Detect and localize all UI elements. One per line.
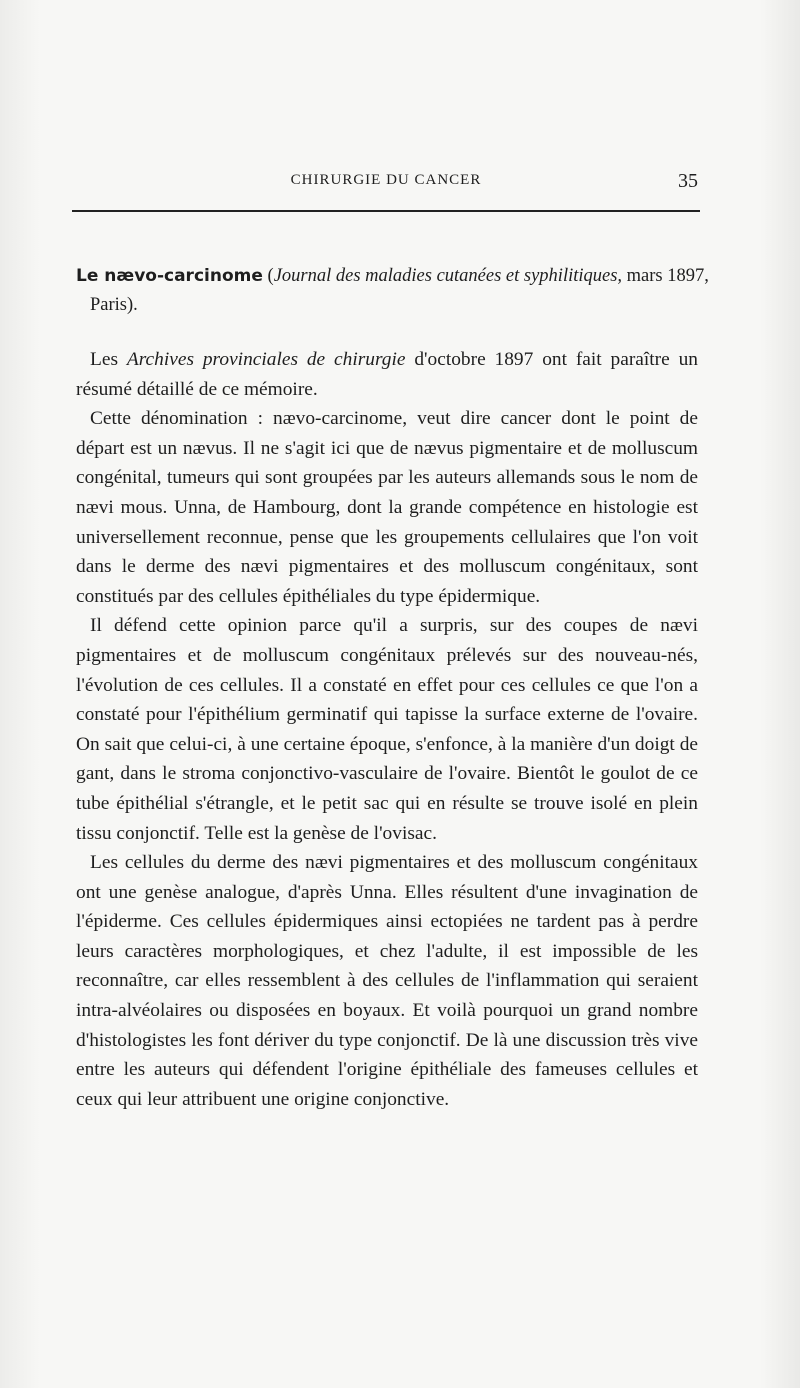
body-text [76, 345, 698, 1114]
header-rule [72, 210, 700, 212]
reference-title: Le nævo-carcinome [76, 266, 263, 286]
running-title: CHIRURGIE DU CANCER [290, 172, 482, 188]
page-number: 35 [678, 170, 698, 192]
reference-paren-open: ( [267, 266, 274, 286]
paragraph-3: Il défend cette opinion parce qu'il a surpris, sur des coupes de nævi pigmentaires et de molluscum congénitaux prélevés sur des nouveau-nés, l'évolution de ces cellules. Il a constaté en effet pour ces cellules ce que l'on a constaté pour l'épithélium germinatif qui tapisse la surface externe de l'ovaire. On sait que celui-ci, à une certaine époque, s'enfonce, à la manière d'un doigt de gant, dans le stroma conjonctivo-vasculaire de l'ovaire. Bientôt le goulot de ce tube épithélial s'étrangle, et le petit sac qui en résulte se trouve isolé en plein tissu conjonctif. Telle est la genèse de l'ovisac. [76, 615, 698, 844]
paragraph-2: Cette dénomination : nævo-carcinome, veut dire cancer dont le point de départ est un nævus. Il ne s'agit ici que de nævus pigmentaire et de molluscum congénital, tumeurs qui sont groupées par les auteurs allemands sous le nom de nævi mous. Unna, de Hambourg, dont la grande compétence en histologie est universellement reconnue, pense que les groupements cellulaires que l'on voit dans le derme des nævi pigmentaires et des molluscum congénitaux, sont constitués par des cellules épithéliales du type épidermique. [76, 408, 698, 607]
paragraph-4: Les cellules du derme des nævi pigmentaires et des molluscum congénitaux ont une genèse analogue, d'après Unna. Elles résultent d'une invagination de l'épiderme. Ces cellules épidermiques ainsi ectopiées ne tardent pas à perdre leurs caractères morphologiques, et chez l'adulte, il est impossible de les reconnaître, car elles ressemblent à des cellules de l'inflammation qui seraient intra-alvéolaires ou disposées en boyaux. Et voilà pourquoi un grand nombre d'histologistes les font dériver du type conjonctif. De là une discussion très vive entre les auteurs qui défendent l'origine épithéliale des fameuses cellules et ceux qui leur attribuent une origine conjonctive. [76, 852, 698, 1110]
journal-title-italic: Archives provinciales de chirurgie [126, 349, 406, 370]
running-head [74, 172, 698, 196]
paragraph-1-rest: d'octobre 1897 ont fait paraître un résumé détaillé de ce mémoire. [76, 349, 698, 400]
reference-journal: Journal des maladies cutanées et syphilitiques, [273, 266, 623, 286]
reference-details: mars 1897, Paris). [90, 266, 709, 315]
bibliographic-reference [76, 262, 710, 320]
paragraph-1 [76, 345, 698, 404]
paragraph-1-prefix: Les [90, 349, 127, 370]
